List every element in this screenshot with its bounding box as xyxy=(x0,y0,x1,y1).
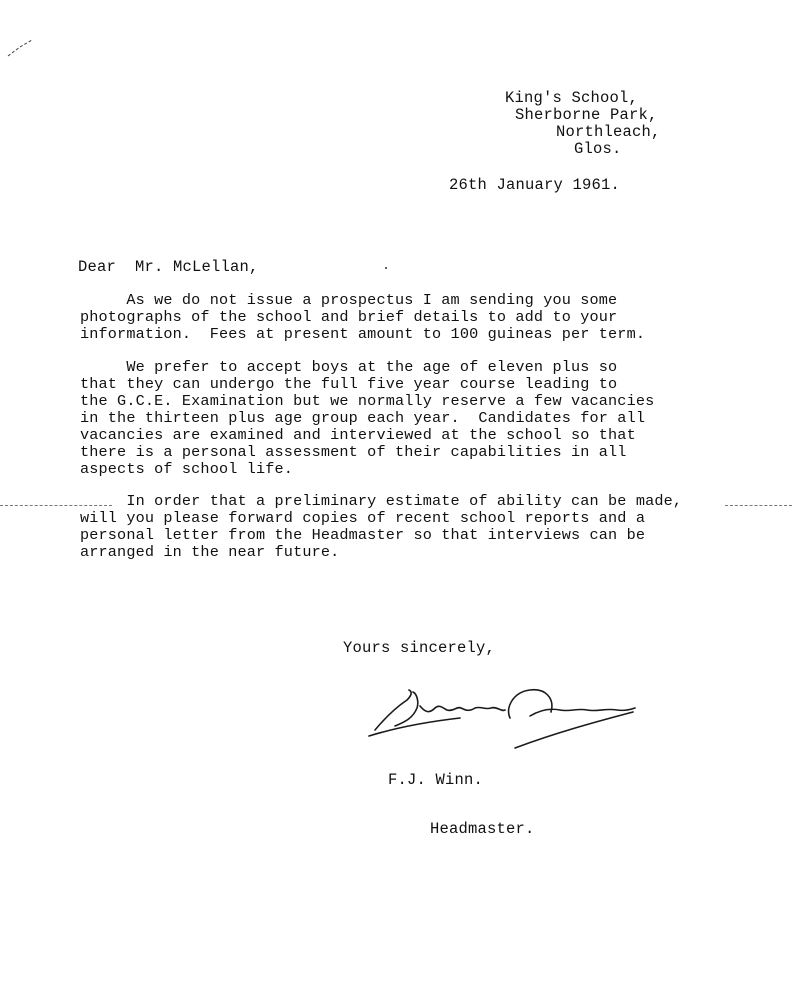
paragraph-line: aspects of school life. xyxy=(80,460,294,478)
signatory-title: Headmaster. xyxy=(430,820,535,838)
paragraph-line: vacancies are examined and interviewed at the school so that xyxy=(80,426,636,444)
paragraph-line: In order that a preliminary estimate of ability can be made, xyxy=(80,492,683,510)
closing: Yours sincerely, xyxy=(343,639,496,657)
address-line-3: Northleach, xyxy=(556,123,661,141)
ink-speck xyxy=(385,267,387,269)
paragraph-line: there is a personal assessment of their capabilities in all xyxy=(80,443,627,461)
paragraph-line: information. Fees at present amount to 100 guineas per term. xyxy=(80,325,646,343)
handwritten-signature xyxy=(365,678,640,758)
paragraph-line: We prefer to accept boys at the age of eleven plus so xyxy=(80,358,618,376)
paragraph-line: in the thirteen plus age group each year. Candidates for all xyxy=(80,409,646,427)
signatory-name: F.J. Winn. xyxy=(388,771,484,789)
paragraph-line: will you please forward copies of recent school reports and a xyxy=(80,509,646,527)
address-line-2: Sherborne Park, xyxy=(515,106,658,124)
address-line-4: Glos. xyxy=(574,140,622,158)
paragraph-line: As we do not issue a prospectus I am sending you some xyxy=(80,291,618,309)
salutation: Dear Mr. McLellan, xyxy=(78,258,259,276)
paragraph-line: photographs of the school and brief details to add to your xyxy=(80,308,618,326)
address-line-1: King's School, xyxy=(505,89,639,107)
paragraph-line: arranged in the near future. xyxy=(80,543,340,561)
paragraph-line: that they can undergo the full five year course leading to xyxy=(80,375,618,393)
paragraph-line: personal letter from the Headmaster so that interviews can be xyxy=(80,526,646,544)
fold-mark-right xyxy=(725,505,792,506)
corner-pen-mark xyxy=(6,38,34,58)
letter-date: 26th January 1961. xyxy=(449,176,621,194)
paragraph-line: the G.C.E. Examination but we normally reserve a few vacancies xyxy=(80,392,655,410)
